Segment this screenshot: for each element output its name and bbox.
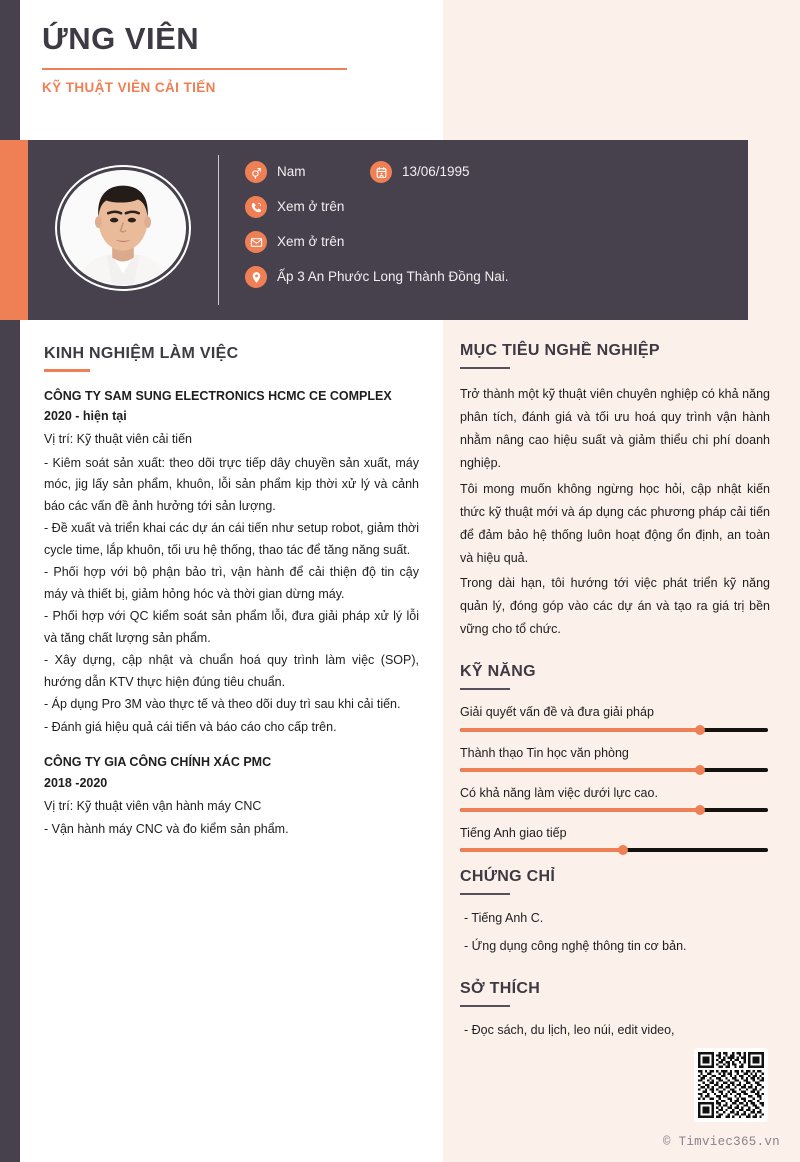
avatar-photo	[60, 170, 186, 286]
objective-heading-underline	[460, 367, 510, 369]
contact-row	[245, 195, 745, 219]
job-company: CÔNG TY SAM SUNG ELECTRONICS HCMC CE COMPLEX	[44, 388, 392, 403]
skill-bar-knob	[695, 725, 705, 735]
job-bullet: - Phối hợp với bộ phận bảo trì, vận hành để cải thiện độ tin cậy máy và thiết bị, giảm hỏng hóc và thời gian dừng máy.	[44, 565, 419, 601]
skill-label: Có khả năng làm việc dưới lực cao.	[460, 785, 658, 800]
objective-heading: MỤC TIÊU NGHỀ NGHIỆP	[460, 342, 660, 359]
job-bullet: - Vận hành máy CNC và đo kiểm sản phẩm.	[44, 822, 289, 837]
title-divider	[42, 68, 347, 70]
job-period: 2020 - hiện tại	[44, 409, 127, 424]
skill-label: Thành thạo Tin học văn phòng	[460, 745, 629, 760]
skill-bar	[460, 848, 768, 852]
contact-row	[245, 230, 745, 254]
contact-phone	[245, 196, 344, 218]
objective-paragraph: Trong dài hạn, tôi hướng tới việc phát triển kỹ năng quản lý, đóng góp vào các dự án và tạo ra giá trị bền vững cho tổ chức.	[460, 576, 770, 637]
skill-bar-fill	[460, 768, 700, 772]
email-value: Xem ở trên	[277, 234, 345, 250]
job-period: 2018 -2020	[44, 776, 108, 790]
skill-item	[460, 704, 770, 731]
skill-bar-knob	[618, 845, 628, 855]
contact-email	[245, 231, 344, 253]
skill-label: Giải quyết vấn đề và đưa giải pháp	[460, 705, 654, 720]
skill-bar	[460, 768, 768, 772]
job-title-subtitle: KỸ THUẬT VIÊN CẢI TIẾN	[42, 80, 216, 96]
page-title: ỨNG VIÊN	[42, 21, 200, 56]
experience-heading-underline	[44, 369, 90, 372]
job-company: CÔNG TY GIA CÔNG CHÍNH XÁC PMC	[44, 755, 272, 770]
footer-credit: © Timviec365.vn	[662, 1135, 780, 1149]
phone-icon	[245, 196, 267, 218]
skill-bar	[460, 728, 768, 732]
job-bullet: - Áp dụng Pro 3M vào thực tế và theo dõi duy trì sau khi cải tiến.	[44, 697, 401, 712]
certificate-item: - Ứng dụng công nghệ thông tin cơ bản.	[464, 939, 687, 954]
certificates-heading: CHỨNG CHỈ	[460, 868, 556, 886]
contact-divider	[218, 155, 219, 305]
skill-bar-knob	[695, 805, 705, 815]
contact-row	[245, 265, 745, 289]
contact-list	[245, 160, 745, 300]
job-bullet: - Kiêm soát sản xuất: theo dõi trực tiếp dây chuyền sản xuất, máy móc, jig lấy sản phẩm, khuôn, lỗi sản phẩm kịp thời xử lý và cảnh báo các vấn đề ảnh hưởng tới sản lượng.	[44, 455, 419, 513]
job-bullet: - Xây dựng, cập nhật và chuẩn hoá quy trình làm việc (SOP), hướng dẫn KTV thực hiện đúng tiêu chuẩn.	[44, 653, 419, 689]
contact-address	[245, 266, 509, 288]
skills-heading: KỸ NĂNG	[460, 663, 536, 681]
birthday-value: 13/06/1995	[402, 164, 470, 180]
skill-bar-fill	[460, 848, 623, 852]
address-value: Ấp 3 An Phước Long Thành Đồng Nai.	[277, 269, 509, 285]
qr-code	[694, 1048, 768, 1122]
gender-icon	[245, 161, 267, 183]
objective-paragraph: Trở thành một kỹ thuật viên chuyên nghiệp có khả năng phân tích, đánh giá và tối ưu hoá quy trình vận hành nhằm nâng cao hiệu suất và giảm thiểu chi phí doanh nghiệp.	[460, 387, 770, 471]
experience-section	[44, 345, 419, 857]
phone-value: Xem ở trên	[277, 199, 345, 215]
job-bullet: - Đánh giá hiệu quả cái tiến và báo cáo cho cấp trên.	[44, 719, 337, 734]
job-role: Vị trí: Kỹ thuật viên vận hành máy CNC	[44, 798, 262, 813]
skill-item	[460, 825, 770, 852]
objective-paragraph: Tôi mong muốn không ngừng học hỏi, cập nhật kiến thức kỹ thuật mới và áp dụng các phương pháp cải tiến để đảm bảo hệ thống luôn hoạt động ổn định, an toàn và hiệu quả.	[460, 481, 770, 565]
contact-birthday	[370, 161, 470, 183]
experience-item	[44, 754, 419, 841]
contact-row	[245, 160, 745, 184]
skill-item	[460, 785, 770, 812]
portrait-illustration	[61, 171, 185, 285]
contact-gender	[245, 161, 370, 183]
skill-bar-fill	[460, 728, 700, 732]
header	[42, 22, 422, 95]
gender-value: Nam	[277, 164, 306, 180]
job-role: Vị trí: Kỹ thuật viên cải tiến	[44, 432, 192, 447]
job-bullet: - Đề xuất và triển khai các dự án cái tiến như setup robot, giảm thời cycle time, lắp khuôn, tối ưu hệ thống, thao tác để tăng năng suất.	[44, 521, 419, 557]
hobbies-heading-underline	[460, 1005, 510, 1007]
orange-accent-block	[0, 140, 28, 320]
avatar	[55, 165, 195, 295]
location-pin-icon	[245, 266, 267, 288]
calendar-icon	[370, 161, 392, 183]
qr-code-image	[698, 1052, 764, 1118]
envelope-icon	[245, 231, 267, 253]
skill-bar-fill	[460, 808, 700, 812]
experience-item	[44, 388, 419, 739]
job-bullet: - Phối hợp với QC kiểm soát sản phẩm lỗi, đưa giải pháp xử lý lỗi và tăng chất lượng sản phẩm.	[44, 609, 419, 645]
certificate-item: - Tiếng Anh C.	[464, 911, 544, 926]
right-column	[460, 342, 770, 1049]
hobbies-heading: SỞ THÍCH	[460, 979, 541, 997]
skills-heading-underline	[460, 688, 510, 690]
hobby-item: - Đọc sách, du lịch, leo núi, edit video,	[464, 1022, 675, 1037]
certificates-heading-underline	[460, 893, 510, 895]
skill-bar	[460, 808, 768, 812]
experience-heading: KINH NGHIỆM LÀM VIỆC	[44, 345, 239, 362]
skill-item	[460, 745, 770, 772]
skills-list	[460, 704, 770, 852]
skill-bar-knob	[695, 765, 705, 775]
skill-label: Tiếng Anh giao tiếp	[460, 826, 567, 841]
